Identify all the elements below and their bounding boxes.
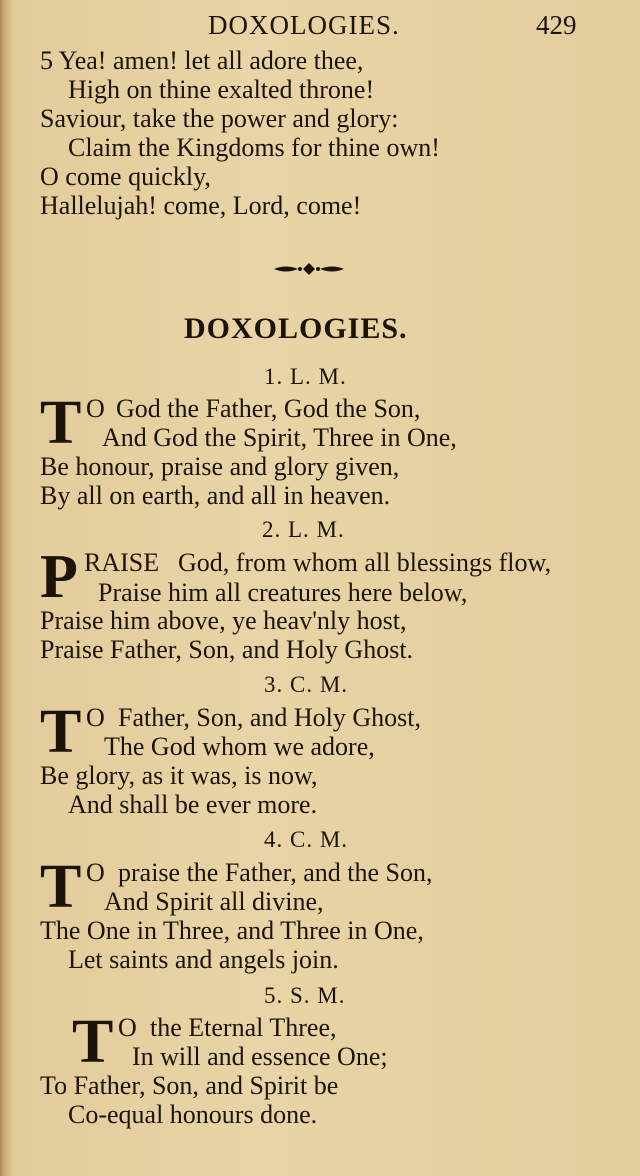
stanza-line: 5 Yea! amen! let all adore thee,	[40, 46, 364, 75]
verse-first-line: praise the Father, and the Son,	[118, 858, 433, 887]
stanza-line: Claim the Kingdoms for thine own!	[68, 133, 440, 162]
stanza-line: O come quickly,	[40, 162, 211, 191]
drop-cap-word-rest: O	[86, 394, 105, 423]
verse-first-line: God the Father, God the Son,	[116, 394, 421, 423]
verse-line: In will and essence One;	[132, 1042, 388, 1071]
drop-cap: T	[40, 698, 82, 766]
verse-line: By all on earth, and all in heaven.	[40, 481, 391, 510]
meter-label: 1. L. M.	[264, 364, 347, 389]
verse-line: Praise him above, ye heav'nly host,	[40, 606, 407, 635]
verse-line: And shall be ever more.	[68, 790, 318, 819]
drop-cap-word-rest: O	[86, 703, 105, 732]
stanza-line: Saviour, take the power and glory:	[40, 104, 399, 133]
verse-line: Praise him all creatures here below,	[98, 578, 468, 607]
verse-line: To Father, Son, and Spirit be	[40, 1071, 339, 1100]
verse-line: And God the Spirit, Three in One,	[102, 423, 457, 452]
drop-cap-word-rest: O	[118, 1013, 137, 1042]
drop-cap-word-rest: RAISE	[84, 548, 160, 577]
drop-cap: T	[40, 389, 82, 457]
verse-line: And Spirit all divine,	[104, 887, 324, 916]
drop-cap: T	[72, 1008, 114, 1076]
running-title: DOXOLOGIES.	[208, 10, 400, 40]
verse-line: The God whom we adore,	[104, 732, 375, 761]
verse-line: Praise Father, Son, and Holy Ghost.	[40, 635, 414, 664]
stanza-line: Hallelujah! come, Lord, come!	[40, 191, 362, 220]
verse-first-line: Father, Son, and Holy Ghost,	[118, 703, 421, 732]
drop-cap-word-rest: O	[86, 858, 105, 887]
meter-label: 2. L. M.	[262, 517, 345, 542]
decorative-rule-ornament-icon	[272, 260, 346, 278]
section-title: DOXOLOGIES.	[184, 312, 408, 345]
meter-label: 4. C. M.	[264, 827, 349, 852]
page-header	[0, 6, 640, 46]
verse-line: Co-equal honours done.	[68, 1100, 318, 1129]
drop-cap: P	[40, 543, 78, 611]
drop-cap: T	[40, 853, 82, 921]
page-number: 429	[536, 10, 577, 40]
stanza-line: High on thine exalted throne!	[68, 75, 375, 104]
meter-label: 3. C. M.	[264, 672, 349, 697]
verse-first-line: the Eternal Three,	[150, 1013, 337, 1042]
verse-line: Let saints and angels join.	[68, 945, 339, 974]
meter-label: 5. S. M.	[264, 983, 346, 1008]
verse-line: The One in Three, and Three in One,	[40, 916, 424, 945]
verse-line: Be glory, as it was, is now,	[40, 761, 318, 790]
verse-line: Be honour, praise and glory given,	[40, 452, 400, 481]
verse-first-line: God, from whom all blessings flow,	[178, 548, 552, 577]
